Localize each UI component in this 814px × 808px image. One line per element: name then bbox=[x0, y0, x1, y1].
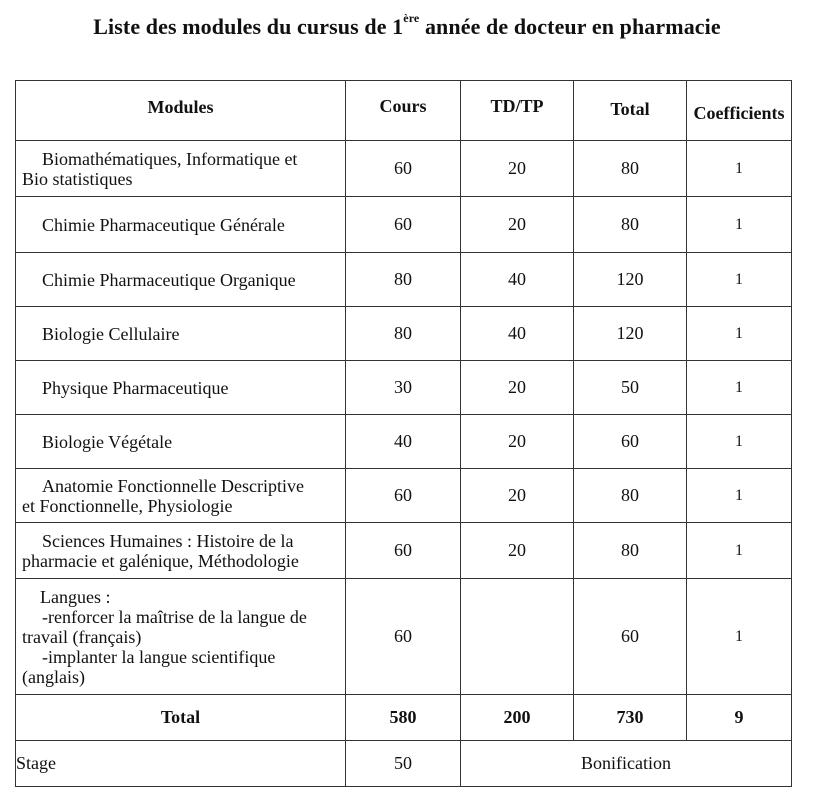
total-cell: 60 bbox=[574, 415, 687, 469]
coefficient-cell: 1 bbox=[687, 361, 792, 415]
module-name-cont: Bio statistiques bbox=[22, 168, 133, 189]
module-name: Sciences Humaines : Histoire de la bbox=[42, 530, 294, 551]
table-row bbox=[16, 197, 792, 253]
table-row bbox=[16, 253, 792, 307]
tdtp-cell: 40 bbox=[461, 307, 574, 361]
module-name-cell bbox=[16, 197, 346, 253]
module-name: Biomathématiques, Informatique et bbox=[42, 148, 298, 169]
cours-cell: 60 bbox=[346, 523, 461, 579]
langues-item-2-cont: (anglais) bbox=[22, 666, 85, 687]
tdtp-cell: 20 bbox=[461, 197, 574, 253]
table-row bbox=[16, 141, 792, 197]
total-cours: 580 bbox=[346, 695, 461, 741]
total-tdtp: 200 bbox=[461, 695, 574, 741]
coefficient-cell: 1 bbox=[687, 469, 792, 523]
tdtp-cell: 20 bbox=[461, 415, 574, 469]
langues-item-1-cont: travail (français) bbox=[22, 626, 142, 647]
coefficient-cell: 1 bbox=[687, 523, 792, 579]
table-row bbox=[16, 307, 792, 361]
coefficient-cell: 1 bbox=[687, 307, 792, 361]
stage-cours: 50 bbox=[346, 741, 461, 787]
module-name-cont: pharmacie et galénique, Méthodologie bbox=[22, 550, 299, 571]
total-cell: 120 bbox=[574, 253, 687, 307]
module-name-cell bbox=[16, 523, 346, 579]
title-text-start: Liste des modules du cursus de 1 bbox=[93, 14, 404, 39]
cours-cell: 60 bbox=[346, 197, 461, 253]
tdtp-cell: 40 bbox=[461, 253, 574, 307]
modules-table bbox=[15, 80, 792, 787]
table-row bbox=[16, 361, 792, 415]
table-row-langues bbox=[16, 579, 792, 695]
title-superscript: ère bbox=[403, 10, 420, 25]
tdtp-cell: 20 bbox=[461, 361, 574, 415]
total-total: 730 bbox=[574, 695, 687, 741]
module-name-cell bbox=[16, 361, 346, 415]
total-coefficients: 9 bbox=[687, 695, 792, 741]
total-label: Total bbox=[16, 695, 346, 741]
module-name-cell bbox=[16, 415, 346, 469]
cours-cell: 60 bbox=[346, 579, 461, 695]
stage-bonification: Bonification bbox=[461, 741, 792, 787]
header-row bbox=[16, 81, 792, 141]
total-cell: 80 bbox=[574, 523, 687, 579]
table-row bbox=[16, 415, 792, 469]
coefficient-cell: 1 bbox=[687, 141, 792, 197]
title-text-end: année de docteur en pharmacie bbox=[419, 14, 721, 39]
cours-cell: 80 bbox=[346, 253, 461, 307]
table-row bbox=[16, 523, 792, 579]
cours-cell: 60 bbox=[346, 469, 461, 523]
document-title bbox=[0, 10, 814, 40]
module-name: Chimie Pharmaceutique Organique bbox=[42, 269, 296, 290]
header-coefficients: Coefficients bbox=[687, 81, 792, 141]
coefficient-cell: 1 bbox=[687, 253, 792, 307]
langues-item-2: -implanter la langue scientifique bbox=[42, 646, 276, 667]
total-row bbox=[16, 695, 792, 741]
module-name-cell bbox=[16, 579, 346, 695]
module-name: Chimie Pharmaceutique Générale bbox=[42, 214, 285, 235]
module-name: Physique Pharmaceutique bbox=[42, 377, 229, 398]
coefficient-cell: 1 bbox=[687, 197, 792, 253]
total-cell: 80 bbox=[574, 469, 687, 523]
module-name-cell bbox=[16, 253, 346, 307]
langues-item-1: -renforcer la maîtrise de la langue de bbox=[42, 606, 307, 627]
header-cours: Cours bbox=[346, 81, 461, 141]
tdtp-cell: 20 bbox=[461, 469, 574, 523]
tdtp-cell bbox=[461, 579, 574, 695]
cours-cell: 30 bbox=[346, 361, 461, 415]
coefficient-cell: 1 bbox=[687, 415, 792, 469]
total-cell: 80 bbox=[574, 197, 687, 253]
header-modules: Modules bbox=[16, 81, 346, 141]
stage-row bbox=[16, 741, 792, 787]
module-name-cell bbox=[16, 141, 346, 197]
cours-cell: 80 bbox=[346, 307, 461, 361]
total-cell: 80 bbox=[574, 141, 687, 197]
cours-cell: 60 bbox=[346, 141, 461, 197]
total-cell: 120 bbox=[574, 307, 687, 361]
tdtp-cell: 20 bbox=[461, 523, 574, 579]
module-name: Biologie Végétale bbox=[42, 431, 173, 452]
header-total: Total bbox=[574, 81, 687, 141]
module-name-cell bbox=[16, 307, 346, 361]
module-name: Biologie Cellulaire bbox=[42, 323, 180, 344]
module-name: Anatomie Fonctionnelle Descriptive bbox=[42, 475, 304, 496]
module-name-cell bbox=[16, 469, 346, 523]
tdtp-cell: 20 bbox=[461, 141, 574, 197]
stage-label: Stage bbox=[16, 741, 346, 787]
cours-cell: 40 bbox=[346, 415, 461, 469]
total-cell: 60 bbox=[574, 579, 687, 695]
header-tdtp: TD/TP bbox=[461, 81, 574, 141]
module-name-cont: et Fonctionnelle, Physiologie bbox=[22, 495, 233, 516]
total-cell: 50 bbox=[574, 361, 687, 415]
coefficient-cell: 1 bbox=[687, 579, 792, 695]
table-row bbox=[16, 469, 792, 523]
langues-title: Langues : bbox=[40, 586, 111, 607]
